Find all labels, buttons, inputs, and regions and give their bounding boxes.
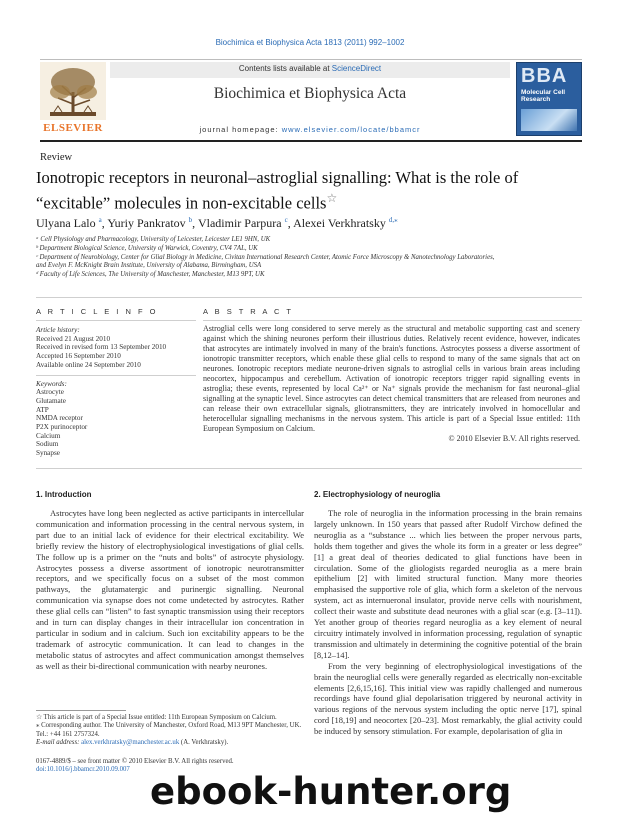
author-name[interactable]: Alexei Verkhratsky	[293, 216, 386, 230]
corresponding-author-note: ⁎ Corresponding author. The University of Manchester, Oxford Road, M13 9PT Manchester, UK. Tel.: +44 161 2757324.	[36, 722, 302, 738]
footnotes	[36, 714, 304, 747]
journal-title: Biochimica et Biophysica Acta	[213, 85, 407, 102]
section-heading-introduction: 1. Introduction	[36, 490, 92, 499]
cover-artwork	[521, 109, 577, 131]
watermark-text: ebook-hunter.org	[150, 770, 512, 813]
contents-line	[110, 64, 510, 73]
keyword: Glutamate	[36, 396, 66, 405]
article-title-text: Ionotropic receptors in neuronal–astroglial signalling: What is the role of “excitable” molecules in non-excitable cells	[36, 168, 519, 213]
keyword: Sodium	[36, 440, 59, 449]
doi-link[interactable]: doi:10.1016/j.bbamcr.2010.09.007	[36, 766, 130, 774]
article-info	[36, 326, 196, 458]
title-footnote-mark[interactable]: ☆	[326, 191, 338, 205]
author-affil-mark[interactable]: d,⁎	[388, 216, 398, 224]
homepage-prefix: journal homepage:	[199, 125, 282, 134]
abstract-rule	[203, 320, 582, 321]
affiliation: and Evelyn F. McKnight Brain Institute, University of Alabama, Birmingham, USA	[36, 262, 262, 270]
journal-cover-image	[516, 62, 582, 136]
article-info-rule	[36, 320, 196, 321]
email-line	[36, 739, 304, 747]
footnote-rule	[36, 710, 126, 711]
keyword: Astrocyte	[36, 388, 64, 397]
abstract-copyright: © 2010 Elsevier B.V. All rights reserved.	[448, 434, 580, 443]
electrophysiology-body	[314, 508, 582, 737]
paragraph: Astrocytes have long been neglected as active participants in intercellular communication and information processing in the central nervous system, in part due to an initial lack of evidence for their electrical excitability. We briefly review the history of electrophysiological investigations of glial cells. The follow up is a primer on the “nuts and bolts” of astrocyte physiology. Astrocytes possess a diverse assortment of ionotropic neurotransmitter receptors, and we specifically focus on a subset of the most common pathways, the glutamatergic and purinergic signalling. Neuronal communication via synapse does not come undetected by astrocytes. Rather these glial cells can “listen” to fast synaptic transmission using their receptors and in turn can display changes in their intracellular ion concentration in particular in sodium and in calcium. Such ion excitability appears to be the trademark of astrocytic communication. It can lead to changes in the metabolic status of astrocytes and affect communication amongst themselves as well as their bi-directional communication with nearby neurones.	[36, 508, 304, 671]
history-label: Article history:	[36, 326, 80, 334]
article-info-heading: A R T I C L E I N F O	[36, 307, 158, 316]
cover-subtitle: Molecular Cell Research	[521, 89, 566, 103]
paragraph: The role of neuroglia in the information processing in the brain remains largely unknown. In 150 years that passed after Rudolf Virchow defined the neuroglia as a “substance ... which lies between the proper nervous parts, holds them together and gives the whole its form in a greater or less degree” [1] a great deal of theories dedicated to glial functions have been in circulation. Some of the gliologists regarded neuroglia as a mere brain epithelium [2] with limited structural function. Many more theories emphasised the supportive role of glia, which form a skeleton of the nervous system, act as internueronal insulator, provide nerve cells with nourishment, collect their waste and substitute dead neurones with a glial scar (e.g. [3–11]). Yet another group of theories regard neuroglia as a key element of neural circuitry intimately involved in information processing, regulation of synaptic transmission and ultimately in determining the cognitive potential of the brain [8,12–14].	[314, 508, 582, 660]
keywords-label: Keywords:	[36, 379, 67, 388]
keywords-rule	[36, 375, 196, 376]
author-affil-mark[interactable]: b	[188, 216, 193, 224]
author-name[interactable]: Yuriy Pankratov	[107, 216, 186, 230]
author-list: Ulyana Lalo $^a$, Yuriy Pankratov $^b$, Vladimir Parpura $^c$, Alexei Verkhratsky $^{d,⁎}$	[36, 216, 398, 230]
title-divider	[36, 297, 582, 298]
keyword: NMDA receptor	[36, 414, 83, 423]
introduction-body	[36, 508, 304, 672]
history-item: Accepted 16 September 2010	[36, 352, 121, 361]
email-label: E-mail address:	[36, 738, 82, 746]
article-type: Review	[40, 152, 73, 163]
author-affil-mark[interactable]: a	[98, 216, 102, 224]
abstract-heading: A B S T R A C T	[203, 307, 294, 316]
affiliation: ᶜ Department of Neurobiology, Center for Glial Biology in Medicine, Civitan International Research Center, Atomic Force Microscopy & Nanotechnology Laboratories,	[36, 253, 495, 261]
special-issue-note: ☆ This article is part of a Special Issue entitled: 11th European Symposium on Calcium.	[36, 714, 277, 721]
section-heading-electrophysiology: 2. Electrophysiology of neuroglia	[314, 490, 441, 499]
email-link[interactable]: alex.verkhratsky@manchester.ac.uk	[81, 738, 180, 746]
header-divider	[40, 140, 582, 142]
history-item: Received 21 August 2010	[36, 334, 111, 343]
cover-title: BBA	[521, 65, 568, 87]
journal-citation[interactable]: Biochimica et Biophysica Acta 1813 (2011) 992–1002	[215, 38, 405, 47]
article-title	[36, 168, 596, 214]
affiliation: ᵃ Cell Physiology and Pharmacology, University of Leicester, Leicester LE1 9HN, UK	[36, 236, 271, 243]
affiliations	[36, 236, 586, 280]
abstract-bottom-rule	[36, 468, 582, 469]
affiliation: ᵇ Department Biological Science, University of Warwick, Coventry, CV4 7AL, UK	[36, 244, 258, 252]
sciencedirect-link[interactable]: ScienceDirect	[331, 64, 382, 73]
keyword: Calcium	[36, 431, 61, 440]
journal-homepage	[110, 125, 510, 134]
history-item: Received in revised form 13 September 2010	[36, 343, 167, 352]
author-name[interactable]: Ulyana Lalo	[36, 216, 96, 230]
issn-line: 0167-4889/$ – see front matter © 2010 Elsevier B.V. All rights reserved.	[36, 758, 234, 765]
paragraph: From the very beginning of electrophysiological investigations of the brain the neuroglial cells were generally regarded as electrically non-excitable elements [2,6,15,16]. This initial view was rapidly challenged and numerous recordings have found glial depolarisation triggered by neuronal activity in various regions of the nervous system including the optic nerve [17], spinal cord [18,19] and neocortex [20–23]. Most remarkably, the glial activity could be induced by sensory stimulation. For example, depolarisation of glia in	[314, 660, 582, 737]
affiliation: ᵈ Faculty of Life Sciences, The University of Manchester, Manchester, M13 9PT, UK	[36, 271, 265, 279]
email-suffix: (A. Verkhratsky).	[179, 738, 229, 746]
history-item: Available online 24 September 2010	[36, 360, 141, 369]
keyword: Synapse	[36, 449, 60, 458]
keyword: ATP	[36, 405, 49, 414]
homepage-link[interactable]: www.elsevier.com/locate/bbamcr	[281, 125, 421, 134]
publisher-logo-text: ELSEVIER	[43, 122, 103, 134]
author-affil-mark[interactable]: c	[284, 216, 288, 224]
contents-prefix: Contents lists available at	[238, 64, 332, 73]
abstract-text: Astroglial cells were long considered to serve merely as the structural and metabolic supporting cast and scenery against which the shining neurones perform their illustrious duties. Relatively recent evidence, however, indicates that astrocytes are intimately involved in many of the brain's functions. Astrocytes possess a diverse assortment of ionotropic transmitter receptors, which enable these glial cells to respond to many of the same signals that act on neurones. Ionotropic receptors mediate neurone-driven signals to astroglial cells in various brain areas including neocortex, hippocampus and cerebellum. Activation of ionotropic receptors trigger rapid signalling events in astroglia; these events, represented by local Ca²⁺ or Na⁺ signals provide the mechanism for fast neuronal–glial signalling at the synaptic level. Since astrocytes can detect chemical transmitters that are released from neurones and can release their own extracellular signals, gliotransmitters, they are intricately involved in homocellular and heterocellular signalling mechanisms in the nervous system. This article is part of a Special Issue entitled: 11th European Symposium on Calcium.	[203, 324, 580, 433]
keyword: P2X purinoceptor	[36, 423, 88, 432]
author-name[interactable]: Vladimir Parpura	[197, 216, 282, 230]
